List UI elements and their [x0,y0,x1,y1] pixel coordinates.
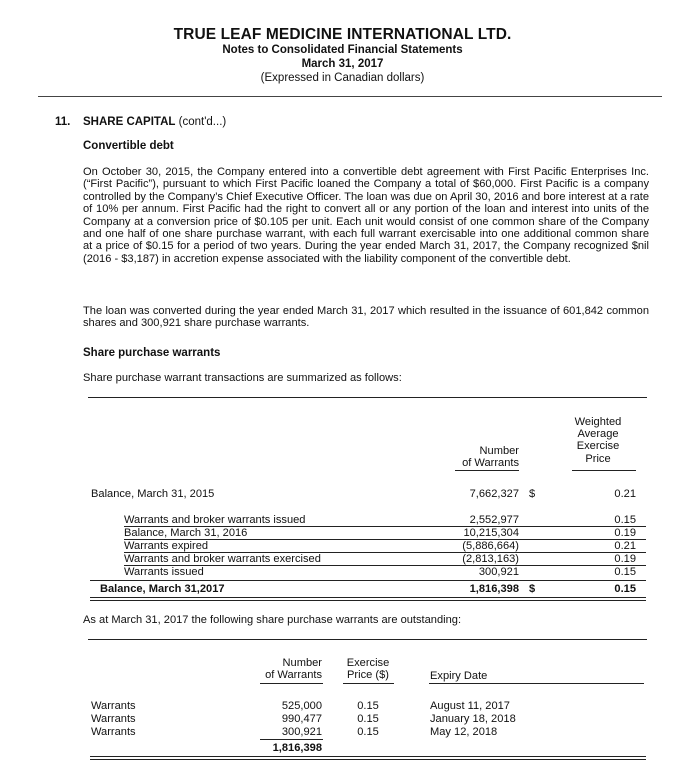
row-divider [124,565,646,566]
row-number: 300,921 [478,566,519,578]
share-purchase-warrants-heading: Share purchase warrants [83,347,221,359]
row-number: 525,000 [281,700,322,712]
section-title-suffix: (cont'd...) [178,116,227,128]
row-expiry: August 11, 2017 [430,700,510,712]
row-label: Warrants [91,713,136,725]
row-price: 0.15 [614,514,636,526]
row-expiry: January 18, 2018 [430,713,516,725]
table1-top-rule [88,397,647,398]
table2-col-expiry-header: Expiry Date [430,670,488,682]
row-label: Warrants [91,700,136,712]
warrants-intro: Share purchase warrant transactions are summarized as follows: [83,372,402,384]
header-line: of Warrants [265,669,322,682]
header-line: Exercise [576,440,620,453]
row-divider [124,539,646,540]
row-price: 0.15 [614,566,636,578]
row-price: 0.19 [614,527,636,539]
row-divider [124,526,646,527]
header-line: Exercise [346,657,390,669]
table2-total: 1,816,398 [272,742,322,754]
row-price: 0.21 [614,540,636,552]
col-underline [572,470,636,471]
total-double-rule [90,597,646,601]
row-price: 0.15 [357,726,379,738]
company-name: TRUE LEAF MEDICINE INTERNATIONAL LTD. [173,26,512,43]
document-date: March 31, 2017 [301,58,384,70]
table1-opening-label: Balance, March 31, 2015 [91,488,215,500]
convertible-debt-paragraph: On October 30, 2015, the Company entered into a convertible debt agreement with First Pacific Enterprises Inc. (“First Pacific”), pursuant to which First Pacific loaned the Company a total of $60,000. First Pacific is a company controlled by the Company’s Chief Executive Officer. The loan was due on April 30, 2016 and bore interest at a rate of 10% per annum. First Pacific had the right to convert all or any portion of the loan and interest into units of the Company at a conversion price of $0.105 per unit. Each unit would consist of one common share of the Company and one half of one share purchase warrant, with each full warrant exercisable into one additional common share at a price of $0.15 for a period of two years. During the year ended March 31, 2017, the Company recognized $nil (2016 - $3,187) in accretion expense associated with the liability component of the convertible debt. [83,166,649,265]
header-line: Price [585,452,611,465]
row-expiry: May 12, 2018 [430,726,498,738]
row-number: 990,477 [281,713,322,725]
currency-symbol: $ [529,583,536,595]
col-underline [260,683,323,684]
header-line: Number [479,445,519,457]
header-divider [38,96,662,97]
row-price: 0.15 [357,713,379,725]
table2-col-number-header [250,657,322,681]
table1-closing-label: Balance, March 31,2017 [100,583,225,595]
row-label: Warrants [91,726,136,738]
section-title [83,116,226,128]
table1-closing-number: 1,816,398 [469,583,519,595]
row-divider [90,580,646,581]
row-price: 0.19 [614,553,636,565]
col-underline [343,683,394,684]
row-number: (5,886,664) [462,540,519,552]
table1-closing-price: 0.15 [614,583,636,595]
section-number: 11. [55,116,71,128]
currency-symbol: $ [529,488,536,500]
header-line: Number [282,657,322,669]
row-label: Warrants and broker warrants exercised [124,553,321,565]
section-title-text: SHARE CAPITAL [83,116,176,128]
table1-col-price-header [561,416,635,465]
document-subtitle: Notes to Consolidated Financial Statements [222,44,463,56]
row-number: (2,813,163) [462,553,519,565]
row-label: Warrants and broker warrants issued [124,514,306,526]
row-number: 300,921 [281,726,322,738]
table2-top-rule [88,639,647,640]
row-label: Warrants issued [124,566,204,578]
header-line: Weighted [574,416,622,428]
row-label: Warrants expired [124,540,209,552]
row-divider [124,552,646,553]
total-rule [260,739,323,740]
header-line: Average [577,428,619,441]
outstanding-intro: As at March 31, 2017 the following share purchase warrants are outstanding: [83,614,462,626]
conversion-paragraph: The loan was converted during the year ended March 31, 2017 which resulted in the issuance of 601,842 common shares and 300,921 share purchase warrants. [83,305,649,330]
row-number: 10,215,304 [463,527,519,539]
row-price: 0.15 [357,700,379,712]
table1-col-number-header [440,445,519,469]
col-underline [455,470,519,471]
col-underline [429,683,644,684]
convertible-debt-heading: Convertible debt [83,140,174,152]
table1-opening-number: 7,662,327 [469,488,519,500]
currency-note: (Expressed in Canadian dollars) [260,72,425,84]
row-number: 2,552,977 [469,514,519,526]
table1-opening-price: 0.21 [614,488,636,500]
row-label: Balance, March 31, 2016 [124,527,248,539]
total-double-rule [90,756,646,760]
header-line: of Warrants [462,457,519,470]
header-line: Price ($) [347,669,389,682]
table2-col-price-header [338,657,398,681]
